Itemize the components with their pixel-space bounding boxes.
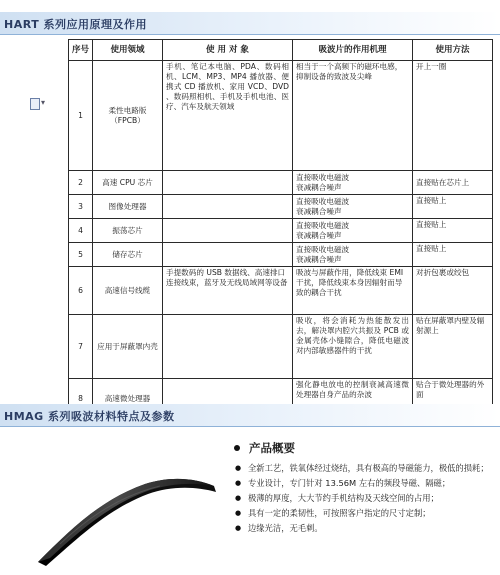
row-field: 柔性电路版 （FPCB） xyxy=(93,61,163,171)
row-mechanism: 相当于一个高频下的磁环电感，抑制设备的致波及尖峰 xyxy=(293,61,413,171)
table-header-row xyxy=(69,40,493,61)
application-table xyxy=(68,39,493,419)
row-usage: 对折包裹或绞包 xyxy=(413,267,493,315)
table-row xyxy=(69,315,493,379)
row-no: 4 xyxy=(69,219,93,243)
row-no: 7 xyxy=(69,315,93,379)
overview-title-text: 产品概要 xyxy=(249,441,295,455)
product-overview xyxy=(232,440,494,537)
row-object xyxy=(163,195,293,219)
row-field: 高速 CPU 芯片 xyxy=(93,171,163,195)
section-banner-hmag xyxy=(0,404,500,427)
list-item: ● 全新工艺，铁氧体经过烧结，具有极高的导磁能力，极低的损耗； xyxy=(232,462,494,474)
table-row xyxy=(69,219,493,243)
row-object xyxy=(163,171,293,195)
row-object xyxy=(163,315,293,379)
document-icon xyxy=(30,98,40,110)
row-no: 1 xyxy=(69,61,93,171)
row-field: 振荡芯片 xyxy=(93,219,163,243)
list-item: ● 极薄的厚度，大大节约手机结构及天线空间的占用； xyxy=(232,492,494,504)
header-field: 使用领域 xyxy=(93,40,163,61)
row-usage: 贴合于微处理器的外面 xyxy=(413,379,493,419)
list-item: ● 专业设计，专门针对 13.56M 左右的频段导磁、隔磁； xyxy=(232,477,494,489)
list-item: ● 边缘光洁，无毛刺。 xyxy=(232,522,494,534)
table-row xyxy=(69,195,493,219)
row-usage: 直接贴在芯片上 xyxy=(413,171,493,195)
document-dropdown-icon[interactable] xyxy=(30,97,46,111)
row-no: 6 xyxy=(69,267,93,315)
row-mechanism: 直接吸收电磁波 衰减耦合噪声 xyxy=(293,195,413,219)
section-title-hart: HART 系列应用原理及作用 xyxy=(4,18,148,31)
row-field: 应用于屏蔽罩内壳 xyxy=(93,315,163,379)
row-mechanism: 吸收，将会消耗为热能散发出去，解决罩内腔穴共振及 PCB 或金属壳体小缝隙合，降低电磁波对内部敏感器件的干扰 xyxy=(293,315,413,379)
row-no: 3 xyxy=(69,195,93,219)
section-title-hmag: HMAG 系列吸波材料特点及参数 xyxy=(4,410,175,423)
header-mechanism: 吸波片的作用机理 xyxy=(293,40,413,61)
row-mechanism: 直接吸收电磁波 衰减耦合噪声 xyxy=(293,171,413,195)
row-usage: 开上一圈 xyxy=(413,61,493,171)
section-banner-hart xyxy=(0,12,500,35)
row-field: 高速信号线缆 xyxy=(93,267,163,315)
row-field: 图像处理器 xyxy=(93,195,163,219)
header-object: 使 用 对 象 xyxy=(163,40,293,61)
bullet-icon xyxy=(234,445,240,451)
row-field: 储存芯片 xyxy=(93,243,163,267)
row-no: 8 xyxy=(69,379,93,419)
overview-title xyxy=(232,440,494,456)
row-object: 手机、笔记本电脑、PDA、数码相机、LCM、MP3、MP4 播放器、便携式 CD 播放机、家用 VCD、DVD 、数码照相机、手机及手机电池、医疗、汽车及航天领域 xyxy=(163,61,293,171)
row-field: 高速微处理器 xyxy=(93,379,163,419)
row-mechanism: 直接吸收电磁波 衰减耦合噪声 xyxy=(293,243,413,267)
row-usage: 贴在屏蔽罩内壁及辐射源上 xyxy=(413,315,493,379)
ferrite-sheet-image xyxy=(30,470,220,570)
header-no: 序号 xyxy=(69,40,93,61)
row-usage: 直接贴上 xyxy=(413,195,493,219)
chevron-down-icon: ▾ xyxy=(41,98,46,107)
row-object: 手提数码的 USB 数据线、高速排口连接线束，蓝牙及无线局域网等设备 xyxy=(163,267,293,315)
list-item: ● 具有一定的柔韧性，可按照客户指定的尺寸定制； xyxy=(232,507,494,519)
row-usage: 直接贴上 xyxy=(413,219,493,243)
table-row xyxy=(69,171,493,195)
feature-list xyxy=(232,462,494,534)
row-mechanism: 直接吸收电磁波 衰减耦合噪声 xyxy=(293,219,413,243)
row-no: 5 xyxy=(69,243,93,267)
row-usage: 直接贴上 xyxy=(413,243,493,267)
row-mechanism: 强化静电放电的控制衰减高速微处理器自身产品的杂波 xyxy=(293,379,413,419)
table-row xyxy=(69,61,493,171)
table-row xyxy=(69,243,493,267)
table-row xyxy=(69,267,493,315)
row-object xyxy=(163,243,293,267)
row-object xyxy=(163,219,293,243)
row-mechanism: 吸波与屏蔽作用，降低线束 EMI 干扰，降低线束本身因辐射而导致的耦合干扰 xyxy=(293,267,413,315)
header-usage: 使用方法 xyxy=(413,40,493,61)
row-no: 2 xyxy=(69,171,93,195)
